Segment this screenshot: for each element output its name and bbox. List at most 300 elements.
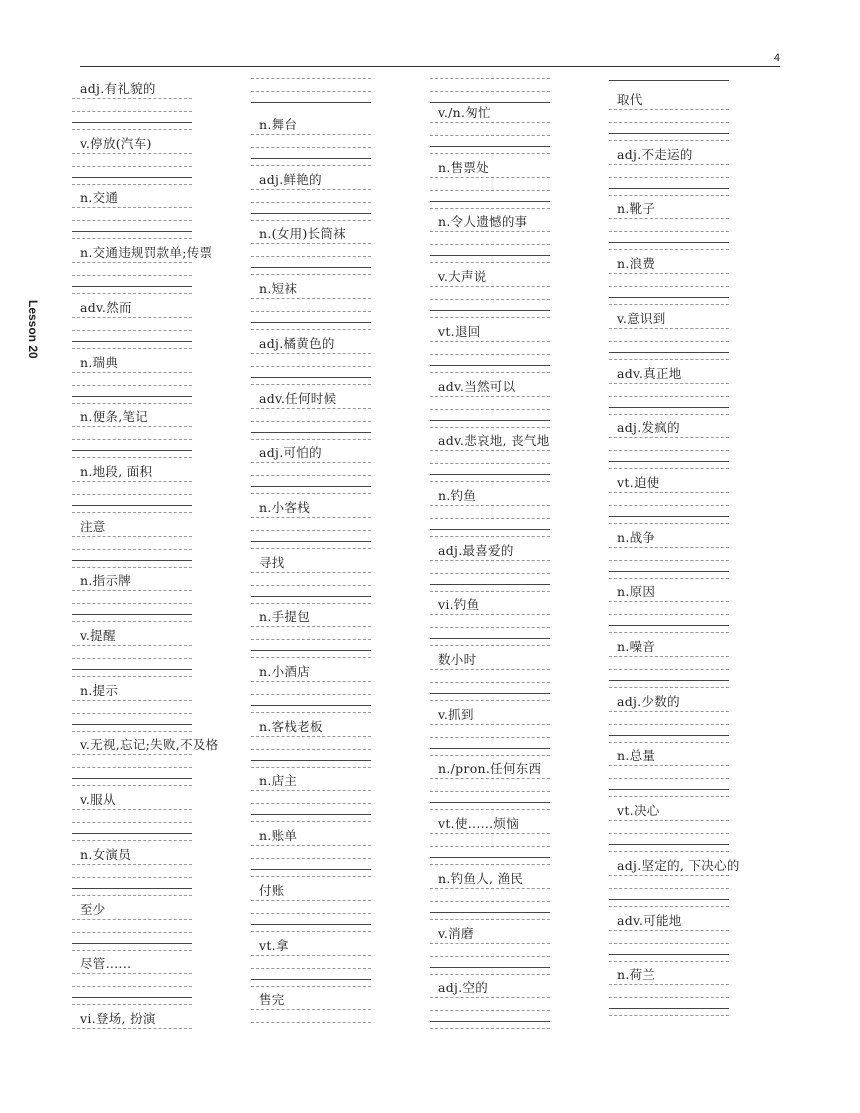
writing-line	[430, 901, 550, 902]
writing-line	[430, 943, 550, 944]
writing-line	[609, 656, 729, 657]
writing-line	[430, 396, 550, 397]
writing-line	[72, 166, 192, 167]
writing-line	[609, 724, 729, 725]
writing-line	[609, 851, 729, 852]
writing-line	[251, 493, 371, 494]
vocab-term: n.交通	[80, 190, 119, 206]
writing-line	[72, 98, 192, 99]
writing-line	[251, 657, 371, 658]
writing-line	[430, 341, 550, 342]
writing-line	[251, 736, 371, 737]
writing-line	[430, 737, 550, 738]
writing-line	[430, 833, 550, 834]
writing-line	[609, 286, 729, 287]
writing-line	[251, 955, 371, 956]
writing-line	[72, 950, 192, 951]
writing-line	[251, 475, 371, 476]
writing-line	[609, 875, 729, 876]
writing-line	[430, 560, 550, 561]
vocab-term: v.大声说	[438, 269, 487, 285]
writing-line	[251, 760, 371, 761]
vocab-term: n.手提包	[259, 609, 311, 625]
vocab-term: n.钓鱼	[438, 487, 477, 503]
writing-line	[251, 311, 371, 312]
writing-line	[72, 895, 192, 896]
vocab-term: v./n.匆忙	[438, 105, 491, 120]
writing-line	[430, 354, 550, 355]
writing-line	[609, 505, 729, 506]
writing-line	[609, 297, 729, 298]
writing-line	[609, 177, 729, 178]
writing-line	[72, 457, 192, 458]
writing-line	[72, 840, 192, 841]
vocab-term: adj.鲜艳的	[259, 171, 322, 187]
vocab-term: n./pron.任何东西	[438, 761, 542, 777]
writing-line	[430, 536, 550, 537]
writing-line	[430, 669, 550, 670]
writing-line	[72, 731, 192, 732]
writing-line	[72, 669, 192, 670]
writing-line	[72, 396, 192, 397]
writing-line	[72, 536, 192, 537]
writing-line	[72, 549, 192, 550]
writing-line	[72, 919, 192, 920]
vocab-term: adv.可能地	[617, 912, 682, 928]
writing-line	[609, 796, 729, 797]
vocab-term: adj.发疯的	[617, 420, 680, 436]
writing-line	[609, 906, 729, 907]
vocab-term: n.指示牌	[80, 573, 132, 589]
writing-line	[430, 78, 550, 79]
writing-line	[72, 700, 192, 701]
writing-line	[609, 578, 729, 579]
vocab-term: v.服从	[80, 792, 116, 808]
writing-line	[251, 432, 371, 433]
writing-line	[72, 439, 192, 440]
writing-line	[72, 1004, 192, 1005]
writing-line	[430, 153, 550, 154]
writing-line	[609, 625, 729, 626]
writing-line	[251, 243, 371, 244]
writing-line	[251, 377, 371, 378]
vocab-term: 寻找	[259, 554, 285, 570]
writing-line	[430, 638, 550, 639]
writing-line	[609, 1015, 729, 1016]
writing-line	[72, 512, 192, 513]
writing-line	[72, 153, 192, 154]
vocab-term: vt.使......烦恼	[438, 816, 519, 832]
vocab-term: adj.最喜爱的	[438, 542, 514, 558]
writing-line	[72, 833, 192, 834]
writing-line	[72, 238, 192, 239]
vocab-term: adv.悲哀地, 丧气地	[438, 433, 550, 449]
writing-line	[72, 111, 192, 112]
writing-line	[72, 426, 192, 427]
writing-line	[609, 742, 729, 743]
writing-line	[72, 713, 192, 714]
vocab-term: adv.当然可以	[438, 378, 516, 394]
vocab-term: vt.迫使	[617, 474, 660, 490]
vocab-term: 至少	[80, 901, 106, 917]
writing-line	[430, 755, 550, 756]
writing-line	[72, 614, 192, 615]
writing-line	[251, 572, 371, 573]
vocab-term: n.客栈老板	[259, 718, 323, 734]
vocab-term: 售完	[259, 992, 285, 1008]
writing-line	[430, 627, 550, 628]
writing-line	[72, 645, 192, 646]
writing-line	[609, 1008, 729, 1009]
writing-line	[251, 900, 371, 901]
writing-line	[251, 274, 371, 275]
vocab-term: n.瑞典	[80, 354, 119, 370]
writing-line	[72, 943, 192, 944]
writing-line	[72, 877, 192, 878]
writing-line	[251, 931, 371, 932]
writing-line	[251, 408, 371, 409]
writing-line	[609, 461, 729, 462]
vocab-term: n.账单	[259, 828, 298, 844]
writing-line	[609, 242, 729, 243]
vocab-term: v.提醒	[80, 628, 116, 643]
writing-line	[251, 712, 371, 713]
writing-line	[72, 676, 192, 677]
writing-line	[430, 846, 550, 847]
writing-line	[251, 650, 371, 651]
writing-line	[609, 195, 729, 196]
writing-line	[609, 352, 729, 353]
writing-line	[430, 614, 550, 615]
writing-line	[609, 899, 729, 900]
writing-line	[609, 188, 729, 189]
writing-line	[72, 809, 192, 810]
writing-line	[609, 249, 729, 250]
vocab-term: n.荷兰	[617, 967, 656, 983]
writing-line	[609, 833, 729, 834]
writing-line	[430, 244, 550, 245]
writing-line	[430, 420, 550, 421]
page-number: 4	[773, 52, 780, 64]
writing-line	[609, 516, 729, 517]
writing-line	[430, 724, 550, 725]
writing-line	[72, 785, 192, 786]
vocab-term: 取代	[617, 92, 643, 107]
vocab-term: vt.拿	[259, 937, 289, 953]
writing-line	[72, 888, 192, 889]
header-rule	[80, 66, 780, 67]
writing-line	[609, 523, 729, 524]
writing-line	[430, 262, 550, 263]
writing-line	[251, 91, 371, 92]
vocab-term: v.无视,忘记;失败,不及格	[80, 737, 219, 753]
vocab-term: n.提示	[80, 682, 119, 698]
writing-line	[609, 888, 729, 889]
writing-line	[609, 328, 729, 329]
writing-line	[609, 304, 729, 305]
writing-line	[609, 614, 729, 615]
writing-line	[251, 322, 371, 323]
writing-line	[430, 974, 550, 975]
writing-line	[430, 967, 550, 968]
vocab-term: 尽管......	[80, 956, 132, 972]
writing-line	[251, 158, 371, 159]
writing-line	[609, 560, 729, 561]
vocab-term: adv.真正地	[617, 365, 682, 381]
writing-line	[251, 705, 371, 706]
writing-line	[251, 439, 371, 440]
writing-line	[72, 293, 192, 294]
writing-line	[72, 275, 192, 276]
writing-line	[430, 310, 550, 311]
writing-line	[609, 396, 729, 397]
writing-line	[609, 789, 729, 790]
vocab-term: n.小客栈	[259, 499, 311, 515]
writing-line	[72, 122, 192, 123]
vocab-term: n.(女用)长筒袜	[259, 226, 346, 242]
lesson-title: Lesson 20	[26, 300, 40, 359]
writing-line	[609, 943, 729, 944]
vocab-term: v.抓到	[438, 706, 474, 722]
writing-line	[251, 639, 371, 640]
writing-line	[251, 530, 371, 531]
writing-line	[72, 184, 192, 185]
writing-line	[609, 961, 729, 962]
writing-line	[72, 330, 192, 331]
writing-line	[72, 932, 192, 933]
writing-line	[72, 603, 192, 604]
writing-line	[609, 930, 729, 931]
writing-line	[609, 632, 729, 633]
writing-line	[251, 298, 371, 299]
vocab-term: n.钓鱼人, 渔民	[438, 870, 524, 886]
writing-line	[430, 584, 550, 585]
writing-line	[430, 372, 550, 373]
vocab-term: 付账	[259, 882, 285, 898]
writing-line	[72, 621, 192, 622]
writing-line	[609, 984, 729, 985]
writing-line	[430, 997, 550, 998]
vocab-term: n.总量	[617, 748, 656, 764]
writing-line	[72, 450, 192, 451]
vocab-term: n.店主	[259, 773, 298, 789]
writing-line	[430, 286, 550, 287]
writing-line	[430, 255, 550, 256]
writing-line	[72, 317, 192, 318]
writing-line	[430, 135, 550, 136]
writing-line	[430, 190, 550, 191]
writing-line	[609, 571, 729, 572]
vocab-term: n.便条,笔记	[80, 409, 149, 425]
writing-line	[251, 78, 371, 79]
writing-line	[251, 102, 371, 103]
writing-line	[251, 694, 371, 695]
writing-line	[609, 735, 729, 736]
writing-line	[609, 954, 729, 955]
vocab-term: v.意识到	[617, 310, 666, 326]
writing-line	[251, 681, 371, 682]
writing-line	[430, 122, 550, 123]
writing-line	[609, 547, 729, 548]
writing-line	[251, 986, 371, 987]
writing-line	[251, 1022, 371, 1023]
writing-line	[609, 407, 729, 408]
writing-line	[430, 693, 550, 694]
writing-line	[72, 207, 192, 208]
writing-line	[72, 372, 192, 373]
writing-line	[72, 864, 192, 865]
writing-line	[72, 754, 192, 755]
writing-line	[72, 129, 192, 130]
writing-line	[609, 687, 729, 688]
writing-line	[251, 202, 371, 203]
writing-line	[430, 802, 550, 803]
writing-line	[72, 822, 192, 823]
vocab-term: 注意	[80, 518, 106, 534]
writing-line	[430, 888, 550, 889]
writing-line	[430, 791, 550, 792]
writing-line	[430, 102, 550, 103]
writing-line	[251, 979, 371, 980]
writing-line	[609, 109, 729, 110]
writing-line	[430, 208, 550, 209]
vocab-term: v.停放(汽车)	[80, 135, 152, 151]
writing-line	[430, 1010, 550, 1011]
writing-line	[430, 912, 550, 913]
vocab-term: n.靴子	[617, 201, 656, 217]
writing-line	[430, 450, 550, 451]
writing-line	[251, 968, 371, 969]
writing-line	[609, 231, 729, 232]
writing-line	[251, 603, 371, 604]
writing-line	[609, 669, 729, 670]
writing-line	[72, 973, 192, 974]
writing-line	[430, 505, 550, 506]
writing-line	[609, 383, 729, 384]
writing-line	[609, 133, 729, 134]
vocab-term: adv.任何时候	[259, 390, 337, 406]
writing-line	[430, 529, 550, 530]
writing-line	[609, 359, 729, 360]
writing-line	[72, 986, 192, 987]
writing-line	[609, 450, 729, 451]
writing-line	[609, 273, 729, 274]
writing-line	[430, 201, 550, 202]
writing-line	[609, 218, 729, 219]
writing-line	[430, 809, 550, 810]
writing-line	[72, 177, 192, 178]
writing-line	[430, 481, 550, 482]
vocab-term: n.售票处	[438, 159, 490, 175]
writing-line	[251, 421, 371, 422]
vocab-term: adj.可怕的	[259, 445, 322, 461]
writing-line	[72, 560, 192, 561]
writing-line	[430, 645, 550, 646]
vocab-term: n.地段, 面积	[80, 463, 153, 479]
writing-line	[72, 385, 192, 386]
writing-line	[72, 778, 192, 779]
writing-line	[72, 997, 192, 998]
writing-line	[251, 256, 371, 257]
writing-line	[72, 494, 192, 495]
writing-line	[251, 189, 371, 190]
vocab-term: n.噪音	[617, 639, 656, 654]
writing-line	[251, 329, 371, 330]
writing-line	[609, 437, 729, 438]
writing-line	[72, 505, 192, 506]
writing-line	[609, 140, 729, 141]
vocab-term: v.消磨	[438, 925, 474, 941]
writing-line	[251, 384, 371, 385]
writing-line	[251, 858, 371, 859]
writing-line	[430, 299, 550, 300]
vocab-term: vt.决心	[617, 803, 660, 819]
writing-line	[430, 956, 550, 957]
writing-line	[609, 680, 729, 681]
writing-line	[430, 463, 550, 464]
writing-line	[72, 767, 192, 768]
writing-line	[251, 134, 371, 135]
writing-line	[72, 590, 192, 591]
vocab-term: adj.有礼貌的	[80, 81, 156, 96]
writing-line	[609, 778, 729, 779]
writing-line	[251, 267, 371, 268]
writing-line	[251, 585, 371, 586]
writing-line	[72, 262, 192, 263]
writing-line	[251, 517, 371, 518]
writing-line	[72, 341, 192, 342]
writing-line	[430, 591, 550, 592]
vocab-term: n.舞台	[259, 117, 298, 132]
writing-line	[251, 486, 371, 487]
writing-line	[72, 231, 192, 232]
writing-line	[609, 997, 729, 998]
vocab-term: adj.空的	[438, 980, 489, 996]
writing-line	[251, 790, 371, 791]
writing-line	[609, 492, 729, 493]
writing-line	[251, 626, 371, 627]
vocab-term: 数小时	[438, 652, 477, 667]
writing-line	[430, 748, 550, 749]
writing-line	[430, 518, 550, 519]
writing-line	[430, 864, 550, 865]
writing-line	[430, 231, 550, 232]
writing-line	[251, 1009, 371, 1010]
writing-line	[609, 765, 729, 766]
writing-line	[609, 468, 729, 469]
writing-line	[72, 403, 192, 404]
vocab-term: n.小酒店	[259, 664, 311, 679]
vocab-term: n.女演员	[80, 846, 132, 862]
writing-line	[251, 869, 371, 870]
vocab-term: adj.坚定的, 下决心的	[617, 857, 740, 873]
writing-line	[251, 913, 371, 914]
writing-line	[430, 700, 550, 701]
writing-line	[251, 821, 371, 822]
writing-line	[430, 1021, 550, 1022]
writing-line	[72, 724, 192, 725]
vocab-term: adj.少数的	[617, 693, 680, 709]
writing-line	[251, 749, 371, 750]
writing-line	[251, 767, 371, 768]
writing-line	[430, 177, 550, 178]
writing-line	[430, 857, 550, 858]
writing-line	[251, 924, 371, 925]
writing-line	[72, 658, 192, 659]
writing-line	[609, 601, 729, 602]
writing-line	[609, 414, 729, 415]
writing-line	[430, 427, 550, 428]
